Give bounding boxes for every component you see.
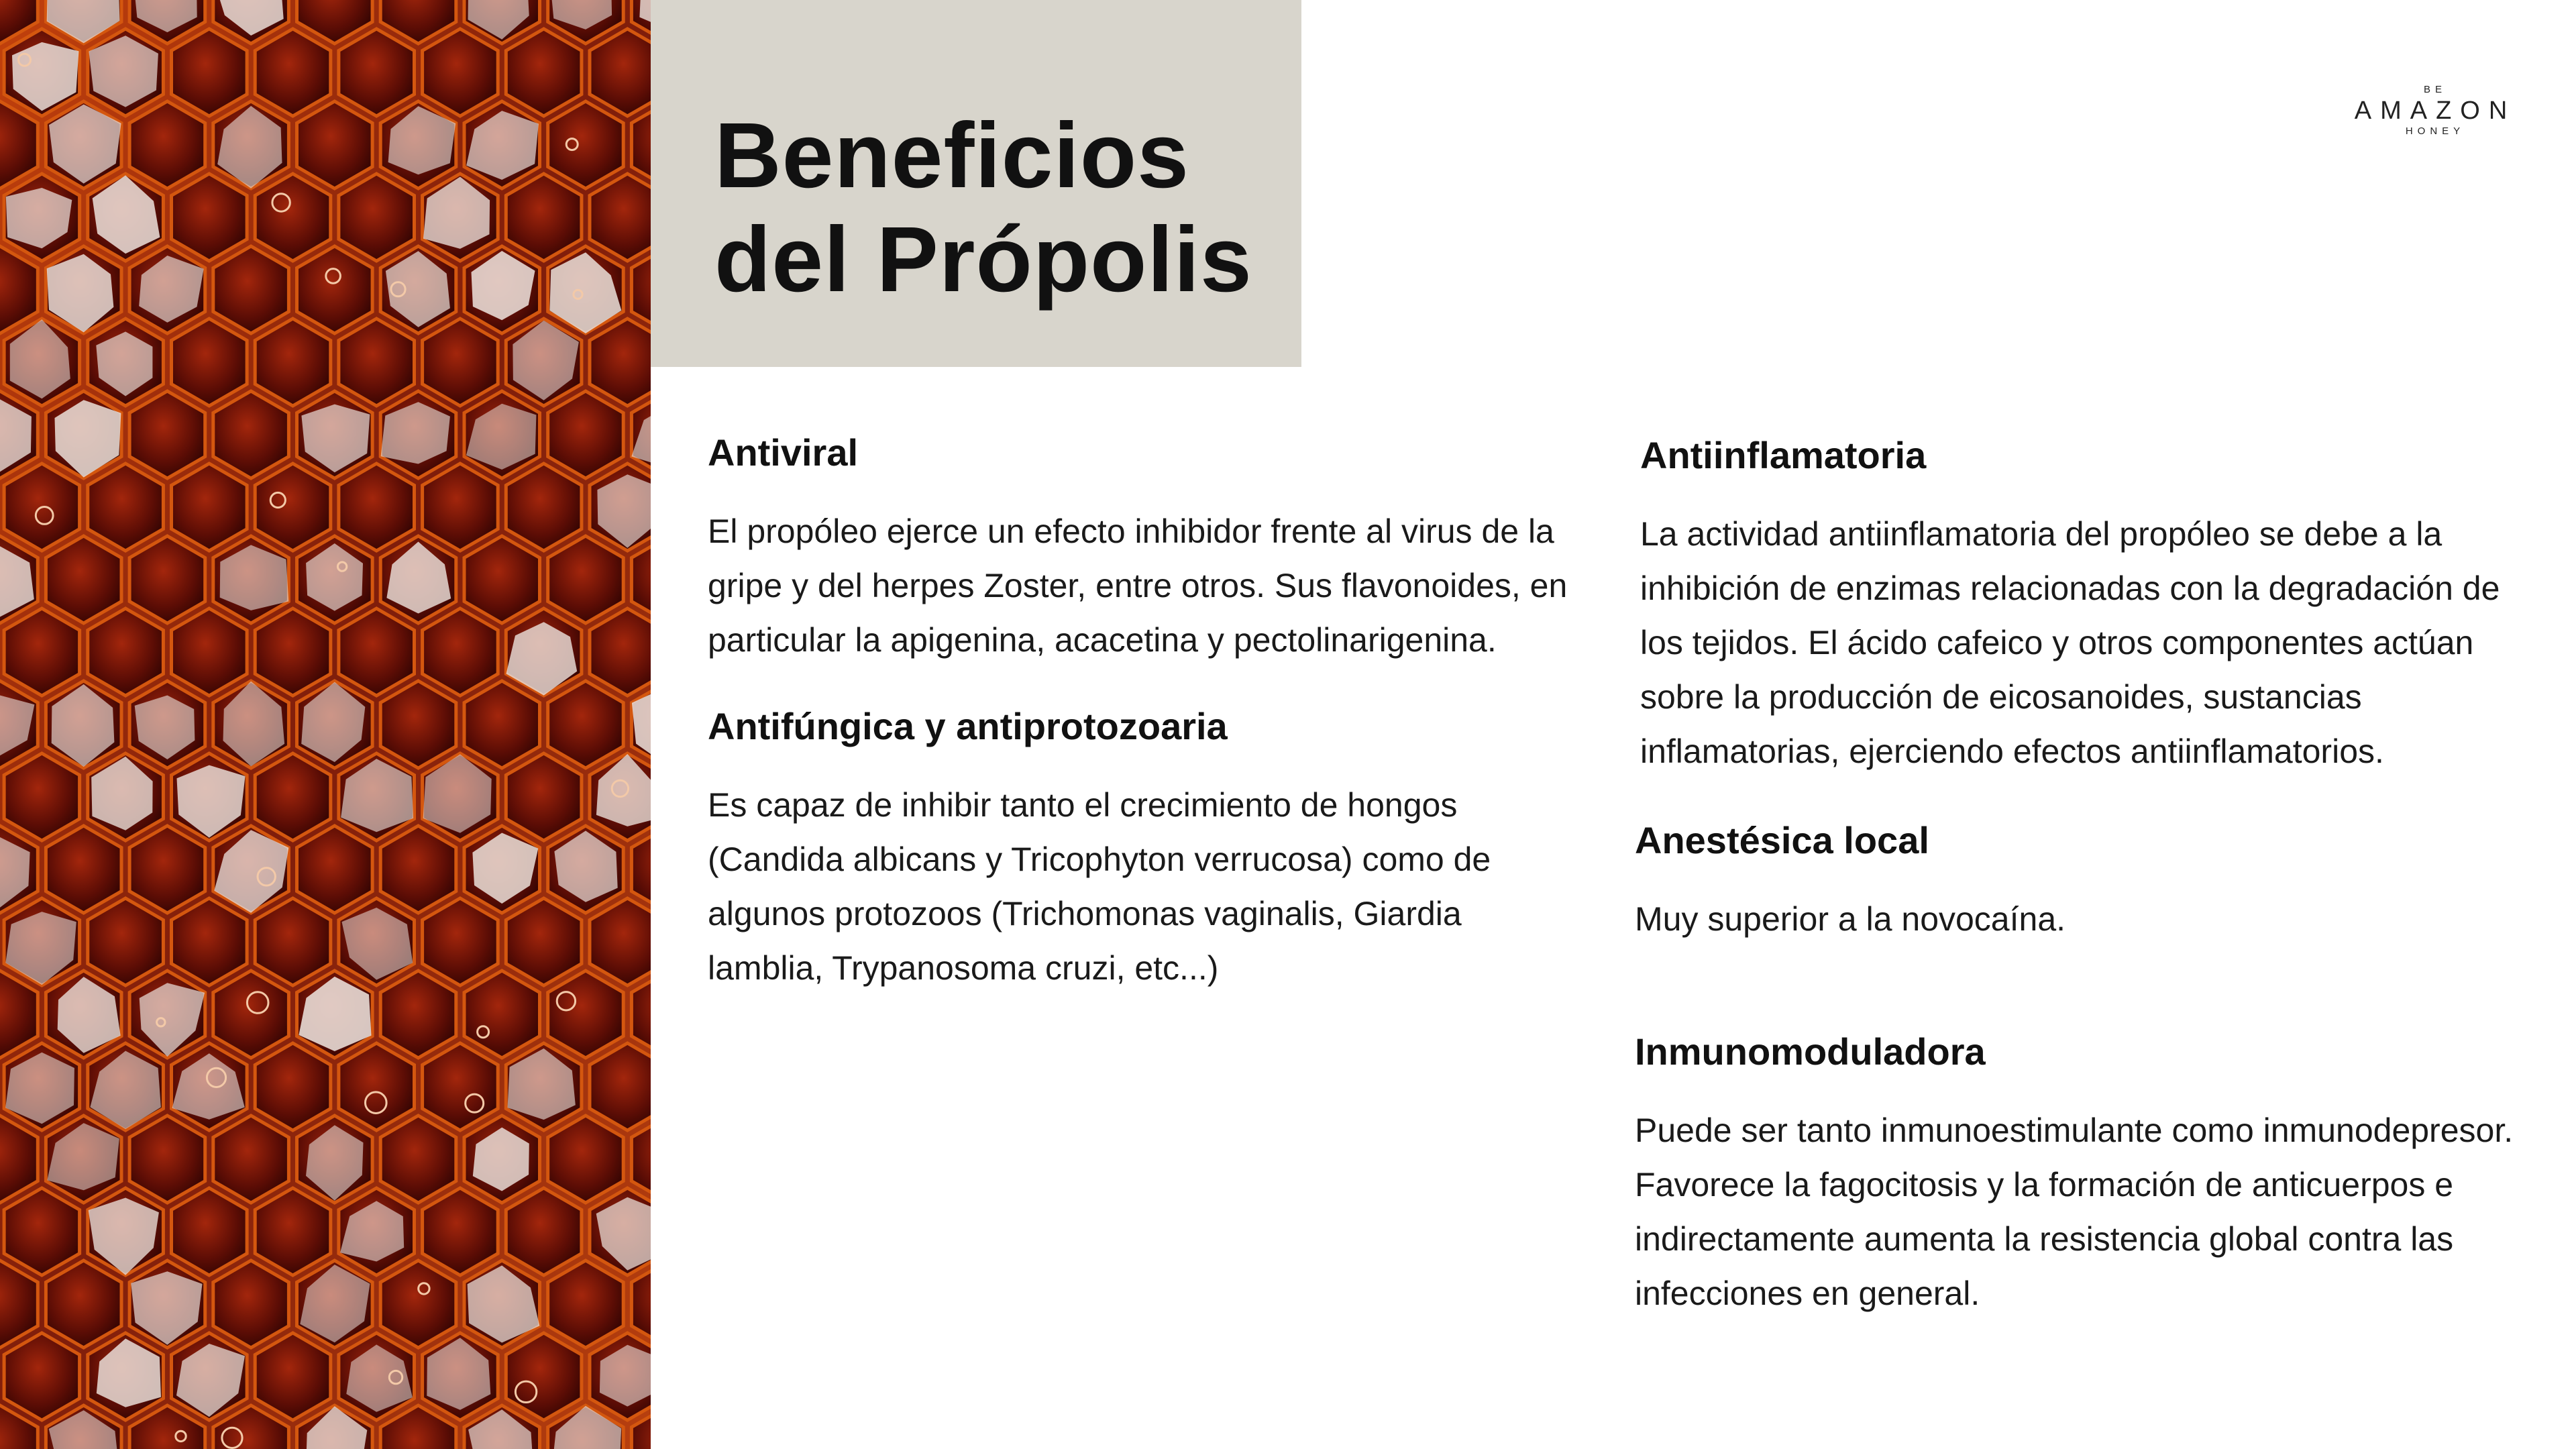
page-title-line-2: del Própolis <box>714 208 1252 311</box>
page-title <box>714 104 1252 312</box>
section-antifungica <box>708 703 1580 996</box>
section-heading: Antiviral <box>708 431 859 474</box>
section-heading: Antifúngica y antiprotozoaria <box>708 705 1228 747</box>
section-body: El propóleo ejerce un efecto inhibidor frente al virus de la gripe y del herpes Zoster, entre otros. Sus flavonoides, en particular la apigenina, acacetina y pectolinarigenina. <box>708 513 1568 659</box>
section-heading: Anestésica local <box>1635 819 1929 861</box>
logo-top-text: BE <box>2423 84 2447 95</box>
title-panel <box>651 0 1301 367</box>
section-body: La actividad antiinflamatoria del propóleo se debe a la inhibición de enzimas relacionadas con la degradación de los tejidos. El ácido cafeico y otros componentes actúan sobre la producción de eicosanoides, sustancias inflamatorias, ejerciendo efectos antiinflamatorios. <box>1640 515 2500 770</box>
section-body: Muy superior a la novocaína. <box>1635 900 2066 938</box>
section-antiviral <box>708 429 1580 667</box>
section-antiinflamatoria <box>1640 432 2539 779</box>
section-body: Es capaz de inhibir tanto el crecimiento de hongos (Candida albicans y Tricophyton verrucosa) como de algunos protozoos (Trichomonas vaginalis, Giardia lamblia, Trypanosoma cruzi, etc...) <box>708 786 1491 987</box>
brand-logo <box>2348 83 2522 138</box>
section-heading: Antiinflamatoria <box>1640 434 1927 476</box>
honeycomb-photo <box>0 0 651 1449</box>
logo-bottom-text: HONEY <box>2405 125 2465 137</box>
page-title-line-1: Beneficios <box>714 104 1189 207</box>
section-heading: Inmunomoduladora <box>1635 1030 1986 1073</box>
section-inmunomoduladora <box>1635 1028 2534 1321</box>
section-anestesica <box>1635 817 2534 947</box>
logo-main-text: AMAZON <box>2354 97 2516 125</box>
section-body: Puede ser tanto inmunoestimulante como inmunodepresor. Favorece la fagocitosis y la formación de anticuerpos e indirectamente aumenta la resistencia global contra las infecciones en general. <box>1635 1112 2514 1312</box>
